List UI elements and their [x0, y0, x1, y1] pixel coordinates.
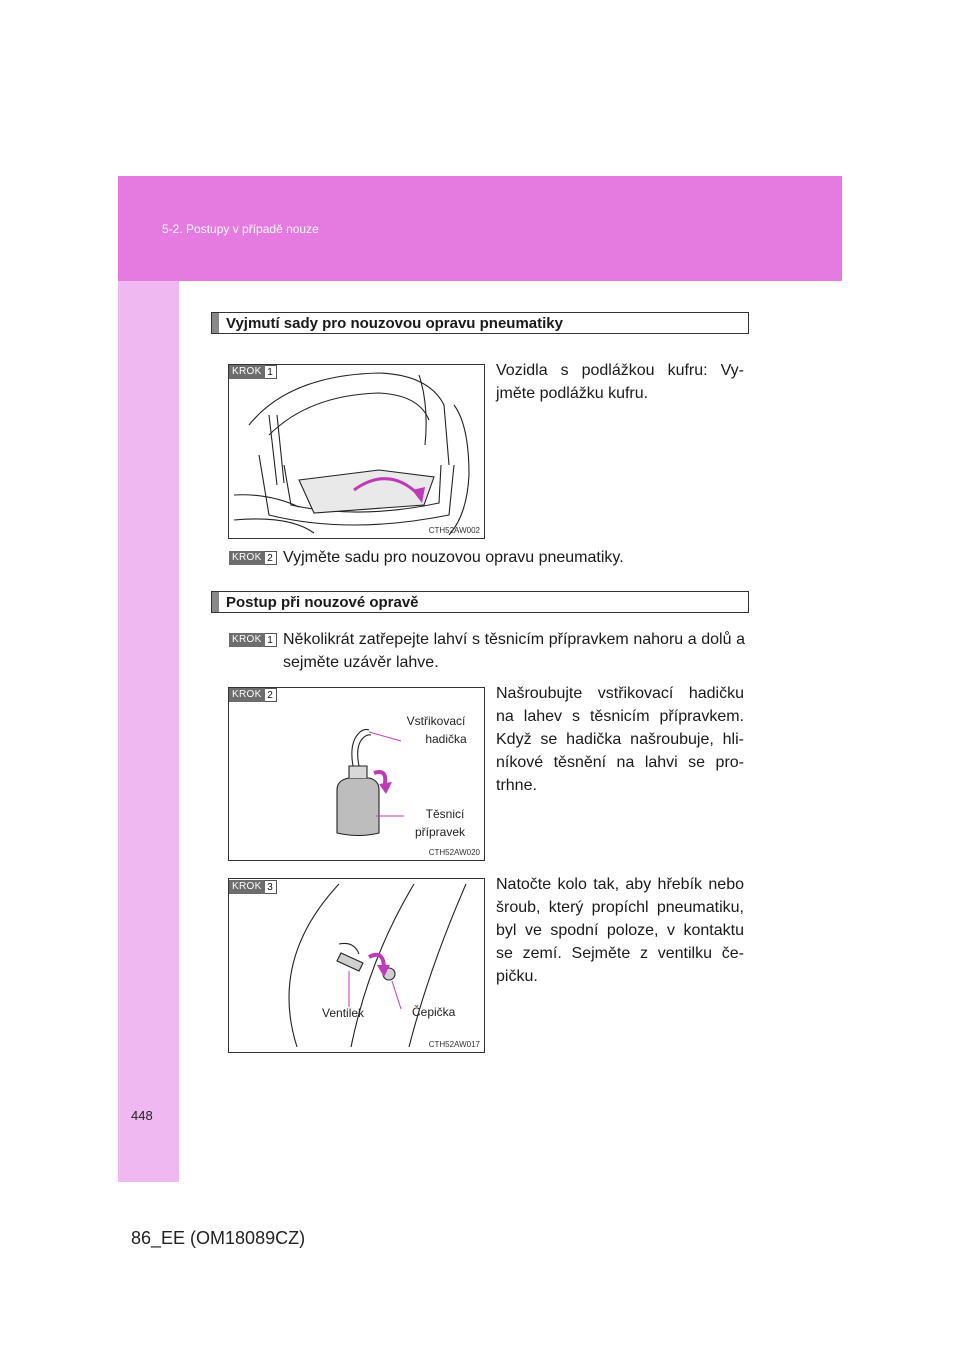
- section-title-procedure: [211, 591, 749, 613]
- section-title-text: Postup při nouzové opravě: [226, 594, 419, 611]
- step-badge: KROK 2: [229, 688, 277, 702]
- section-title-text: Vyjmutí sady pro nouzovou opravu pneumatiky: [226, 315, 563, 332]
- step-badge: KROK 1: [229, 365, 277, 379]
- step-text: Našroubujte vstřikovací hadičku na lahev s těsnicím přípravkem. Když se hadička našroubuje, hli-níkové těsnění na lahvi se pro-trhne.: [496, 685, 744, 794]
- section-title-bar: [212, 313, 219, 333]
- page-number: 448: [131, 1108, 153, 1123]
- document-code: 86_EE (OM18089CZ): [131, 1228, 306, 1248]
- section-title-bar: [212, 592, 219, 612]
- section-title-removal: [211, 312, 749, 334]
- figure-code: CTH52AW002: [428, 526, 480, 535]
- step-text: Vozidla s podlážkou kufru: Vy-jměte podlážku kufru.: [496, 362, 744, 402]
- step-badge: KROK 2: [229, 551, 277, 565]
- valve-illustration: [229, 879, 485, 1053]
- step-text: Natočte kolo tak, aby hřebík nebo šroub, který propíchl pneumatiku, byl ve spodní poloze, v kontaktu se zemí. Sejměte z ventilku če-pičku.: [496, 876, 744, 985]
- step-text: Několikrát zatřepejte lahví s těsnicím přípravkem nahoru a dolů a sejměte uzávěr lahve.: [283, 631, 745, 671]
- label-cap: Čepička: [412, 1005, 456, 1019]
- trunk-illustration: [229, 365, 485, 539]
- figure-code: CTH52AW017: [428, 1040, 480, 1049]
- step-badge: KROK 3: [229, 880, 277, 894]
- figure-trunk: [228, 364, 485, 539]
- label-valve: Ventilek: [322, 1006, 365, 1020]
- step-badge: KROK 1: [229, 633, 277, 647]
- label-sealant: Těsnicí přípravek: [414, 807, 466, 839]
- figure-valve: [228, 878, 485, 1053]
- section-label: 5-2. Postupy v případě nouze: [162, 222, 319, 236]
- label-hose: Vstřikovací hadička: [406, 714, 467, 746]
- side-band: [118, 281, 179, 1182]
- figure-code: CTH52AW020: [428, 848, 480, 857]
- step-text: Vyjměte sadu pro nouzovou opravu pneumatiky.: [283, 549, 624, 566]
